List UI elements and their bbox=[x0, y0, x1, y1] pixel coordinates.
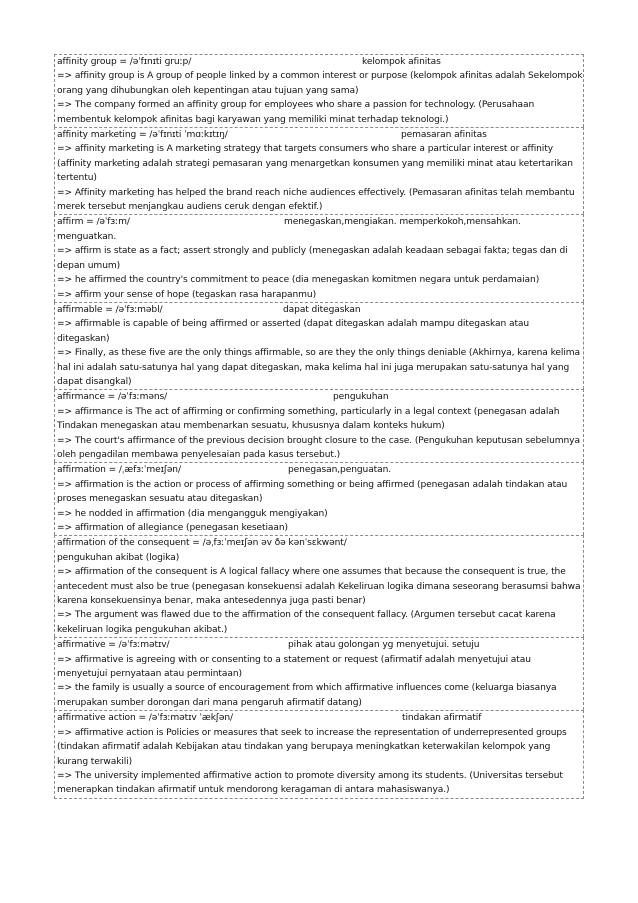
entry-line: => he nodded in affirmation (dia mengangguk mengiyakan) bbox=[57, 508, 328, 519]
entry-line: => affirmance is The act of affirming or confirming something, particularly in a legal context (penegasan adalah Tindakan menegaskan atau membenarkan sesuatu, khususnya dalam konteks hukum) bbox=[57, 406, 560, 432]
entry-meaning: pihak atau golongan yg menyetujui. setuju bbox=[288, 640, 480, 651]
entry-headline bbox=[57, 463, 583, 477]
entry-meaning: pengukuhan bbox=[333, 392, 389, 403]
glossary-entry bbox=[54, 462, 584, 535]
entry-term: affirmable = /əˈfɜːməbl/ bbox=[57, 304, 163, 315]
entry-term: affirmation of the consequent = /əˌfɜːˈmeɪʃən əv ðə kənˈsɛkwənt/ bbox=[57, 538, 347, 549]
entry-term: affinity marketing = /əˈfɪnɪti ˈmɑːkɪtɪŋ/ bbox=[57, 130, 228, 141]
entry-term: affirmative action = /əˈfɜːmətɪv ˈækʃən/ bbox=[57, 713, 233, 724]
entry-line: merupakan sumber dorongan dari mana pengaruh afirmatif datang) bbox=[57, 697, 362, 708]
entry-line: => The court's affirmance of the previous decision brought closure to the case. (Pengukuhan keputusan sebelumnya oleh pengadilan membawa penyelesaian pada kasus tersebut.) bbox=[57, 435, 580, 460]
entry-line: => affirmation is the action or process of affirming something or being affirmed (penegasan adalah tindakan atau proses menegaskan sesuatu atau ditegaskan) bbox=[57, 479, 568, 505]
entry-term: affirmative = /əˈfɜːmətɪv/ bbox=[57, 640, 170, 651]
entry-headline bbox=[57, 390, 583, 404]
entry-line: => affinity group is A group of people linked by a common interest or purpose (kelompok afinitas adalah Sekelompok orang yang dihubungkan oleh kepentingan atau tujuan yang sama) bbox=[57, 71, 583, 96]
entry-line: => affirm is state as a fact; assert strongly and publicly (menegaskan adalah keadaan sebagai fakta; tegas dan di depan umum) bbox=[57, 246, 568, 271]
entry-meaning: tindakan afirmatif bbox=[402, 713, 482, 724]
entry-headline bbox=[57, 128, 583, 142]
entry-line: => affirmation of allegiance (penegasan kesetiaan) bbox=[57, 523, 288, 533]
entry-headline bbox=[57, 711, 583, 725]
entry-line: => affirm your sense of hope (tegaskan rasa harapanmu) bbox=[57, 289, 317, 300]
entry-line: => Affinity marketing has helped the brand reach niche audiences effectively. (Pemasaran afinitas telah membantu merek tersebut menjangkau audiens ceruk dengan efektif.) bbox=[57, 187, 575, 213]
glossary-entry bbox=[54, 637, 584, 710]
entry-line: => affirmation of the consequent is A logical fallacy where one assumes that because the consequent is true, the antecedent must also be true (penegasan konsekuensi adalah Kekeliruan logika dimana seseorang berasumsi bahwa karena konsekuensinya benar, maka antesedennya juga pasti benar) bbox=[57, 567, 581, 607]
glossary-entry bbox=[54, 54, 584, 127]
glossary-entry bbox=[54, 214, 584, 301]
glossary-entry bbox=[54, 535, 584, 637]
entry-term: affirmation = /ˌæfɜːˈmeɪʃən/ bbox=[57, 465, 181, 476]
entry-line: => The argument was flawed due to the affirmation of the consequent fallacy. (Argumen tersebut cacat karena kekeliruan logika pengukuhan akibat.) bbox=[57, 610, 556, 635]
entry-term: affirm = /əˈfɜːm/ bbox=[57, 217, 130, 228]
entry-term: affinity group = /əˈfɪnɪti ɡruːp/ bbox=[57, 57, 192, 67]
glossary-entry bbox=[54, 302, 584, 389]
entry-term: affirmance = /əˈfɜːməns/ bbox=[57, 392, 168, 403]
glossary-entry bbox=[54, 127, 584, 214]
glossary-entry bbox=[54, 389, 584, 462]
entry-meaning: menegaskan,mengiakan. memperkokoh,mensahkan. bbox=[284, 217, 521, 228]
entry-line: => affinity marketing is A marketing strategy that targets consumers who share a particular interest or affinity (affinity marketing adalah strategi pemasaran yang menargetkan konsumen yang memiliki minat atau ketertarikan tertentu) bbox=[57, 144, 573, 184]
entry-line: => Finally, as these five are the only things affirmable, so are they the only things deniable (Akhirnya, karena kelima hal ini adalah satu-satunya hal yang dapat ditegaskan, maka kelima hal ini juga merupakan satu-satunya hal yang dapat disangkal) bbox=[57, 348, 580, 387]
entry-headline bbox=[57, 536, 583, 550]
entry-headline bbox=[57, 638, 583, 652]
entry-headline bbox=[57, 303, 583, 317]
entry-line: => affirmative is agreeing with or consenting to a statement or request (afirmatif adalah menyetujui atau menyetujui pernyataan atau permintaan) bbox=[57, 654, 531, 680]
entry-line: => affirmative action is Policies or measures that seek to increase the representation of underrepresented groups (tindakan afirmatif adalah Kebijakan atau tindakan yang berupaya meningkatkan keterwakilan kelompok yang kurang terwakili) bbox=[57, 727, 567, 767]
glossary-entry bbox=[54, 710, 584, 798]
entry-meaning: kelompok afinitas bbox=[362, 57, 441, 67]
entry-line: => he affirmed the country's commitment to peace (dia menegaskan komitmen negara untuk perdamaian) bbox=[57, 275, 540, 286]
entry-meaning: penegasan,penguatan. bbox=[288, 465, 392, 476]
glossary-page bbox=[54, 54, 584, 799]
entry-line: => The university implemented affirmative action to promote diversity among its students. (Universitas tersebut menerapkan tindakan afirmatif untuk mendorong keragaman di antara mahasiswanya.) bbox=[57, 770, 563, 796]
entry-line: pengukuhan akibat (logika) bbox=[57, 552, 180, 563]
entry-meaning: dapat ditegaskan bbox=[283, 304, 361, 315]
entry-headline bbox=[57, 55, 583, 69]
entry-line: => affirmable is capable of being affirmed or asserted (dapat ditegaskan adalah mampu ditegaskan atau ditegaskan) bbox=[57, 319, 530, 344]
entry-line: menguatkan. bbox=[57, 231, 117, 242]
entry-meaning: pemasaran afinitas bbox=[401, 130, 487, 141]
entry-headline bbox=[57, 215, 583, 229]
entry-line: => The company formed an affinity group for employees who share a passion for technology. (Perusahaan membentuk kelompok afinitas bagi karyawan yang memiliki minat terhadap teknologi.) bbox=[57, 100, 535, 125]
entry-line: => the family is usually a source of encouragement from which affirmative influences come (keluarga biasanya bbox=[57, 683, 557, 694]
